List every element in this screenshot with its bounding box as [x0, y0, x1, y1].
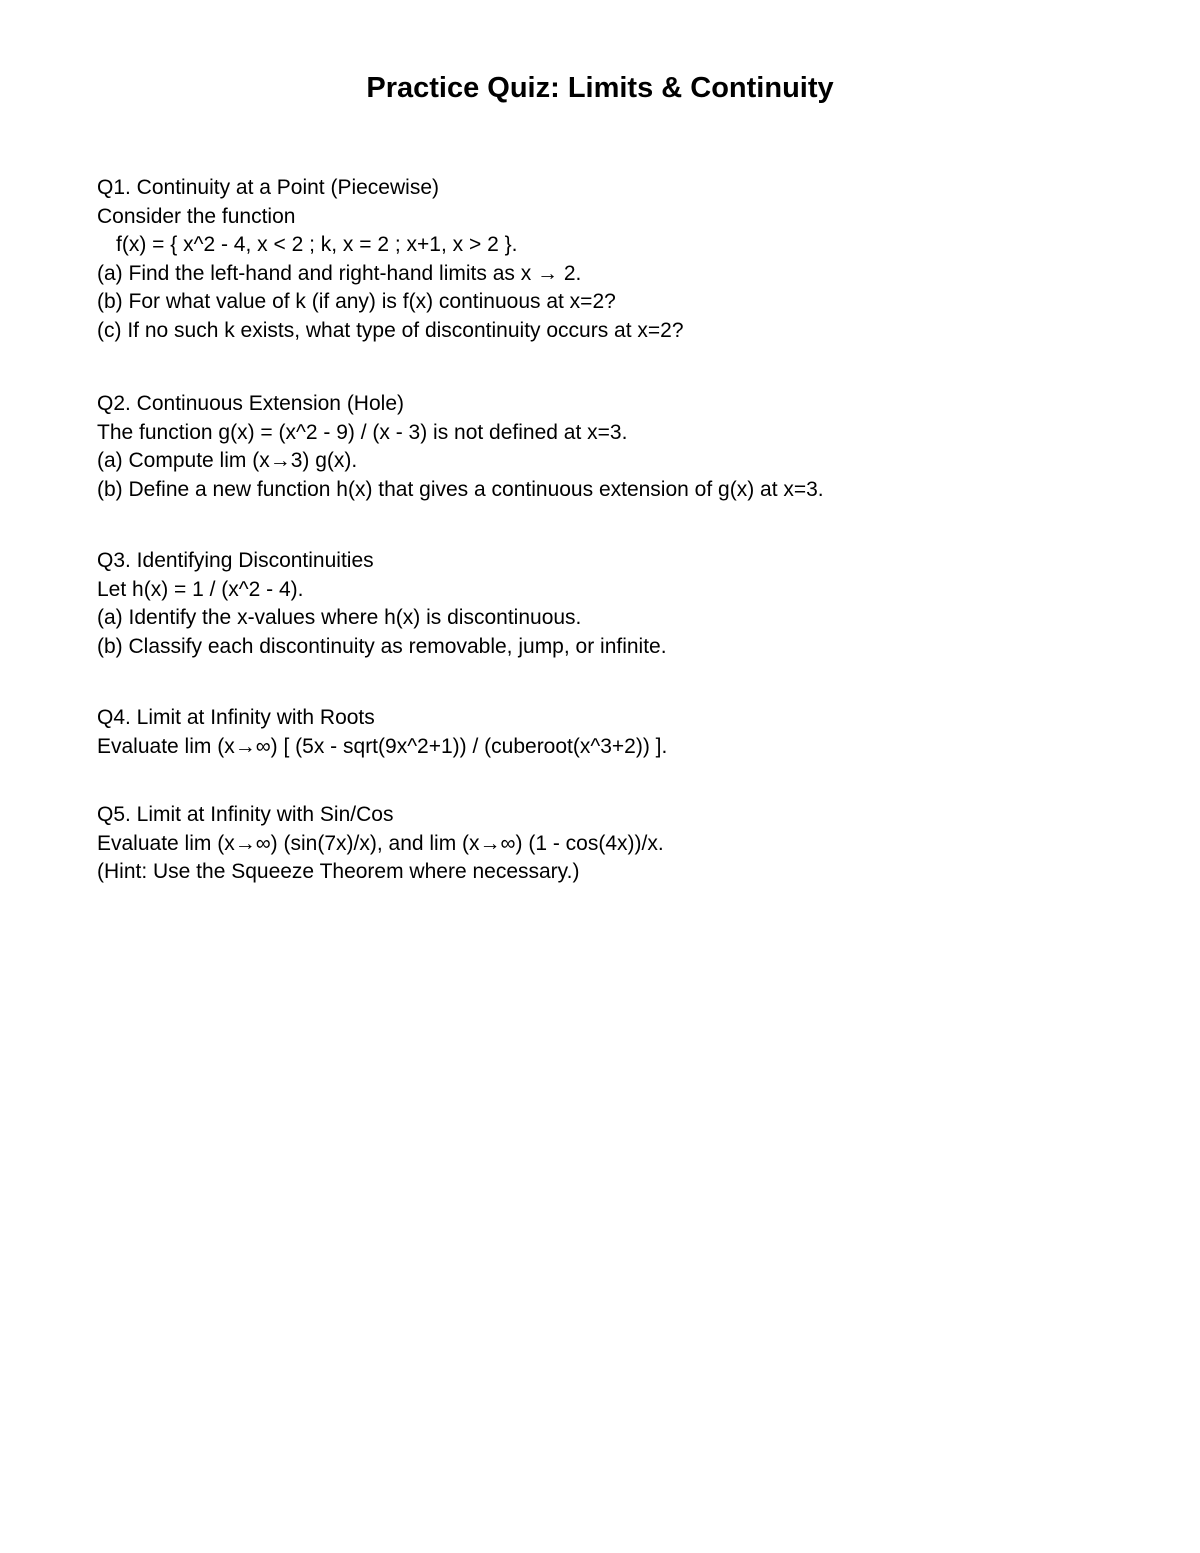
page-title: Practice Quiz: Limits & Continuity: [366, 72, 834, 104]
question-part-b: (b) Classify each discontinuity as removable, jump, or infinite.: [97, 634, 667, 658]
question-3: [97, 547, 1137, 661]
question-part-a: (a) Compute lim (x→3) g(x).: [97, 449, 358, 473]
question-heading: Q4. Limit at Infinity with Roots: [97, 706, 375, 729]
question-2: [97, 390, 1137, 504]
question-heading: Q1. Continuity at a Point (Piecewise): [97, 176, 439, 199]
question-part-b: (b) For what value of k (if any) is f(x) continuous at x=2?: [97, 290, 616, 314]
question-heading: Q2. Continuous Extension (Hole): [97, 392, 404, 415]
question-heading: Q3. Identifying Discontinuities: [97, 549, 374, 572]
question-line: Evaluate lim (x→∞) (sin(7x)/x), and lim (x→∞) (1 - cos(4x))/x.: [97, 831, 664, 855]
function-definition: f(x) = { x^2 - 4, x < 2 ; k, x = 2 ; x+1, x > 2 }.: [116, 233, 518, 257]
question-line: Evaluate lim (x→∞) [ (5x - sqrt(9x^2+1)) / (cuberoot(x^3+2)) ].: [97, 734, 668, 758]
question-part-c: (c) If no such k exists, what type of discontinuity occurs at x=2?: [97, 318, 684, 342]
question-part-b: (b) Define a new function h(x) that gives a continuous extension of g(x) at x=3.: [97, 477, 824, 501]
question-line: The function g(x) = (x^2 - 9) / (x - 3) is not defined at x=3.: [97, 420, 628, 444]
question-line: Consider the function: [97, 204, 296, 228]
question-line: Let h(x) = 1 / (x^2 - 4).: [97, 577, 304, 601]
question-5: [97, 801, 1137, 887]
question-part-a: (a) Identify the x-values where h(x) is discontinuous.: [97, 606, 582, 630]
question-4: [97, 704, 1137, 761]
question-heading: Q5. Limit at Infinity with Sin/Cos: [97, 803, 394, 826]
question-1: [97, 174, 1137, 346]
hint-line: (Hint: Use the Squeeze Theorem where necessary.): [97, 860, 580, 884]
question-part-a: (a) Find the left-hand and right-hand limits as x → 2.: [97, 261, 582, 285]
